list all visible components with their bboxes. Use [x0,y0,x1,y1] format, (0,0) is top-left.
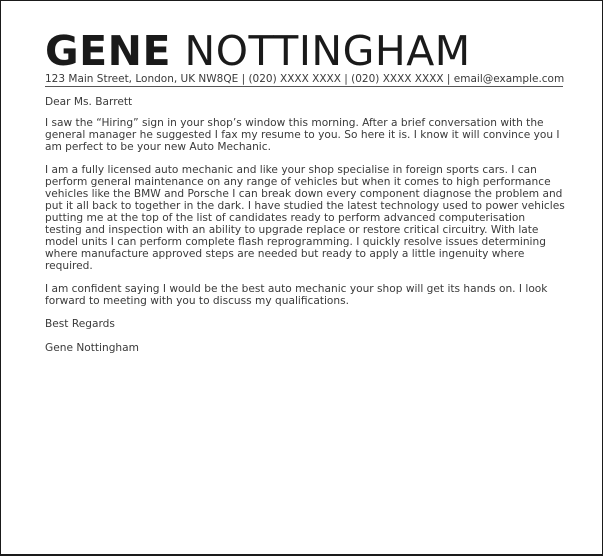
paragraph-3: I am confident saying I would be the best auto mechanic your shop will get its hands on. I look forward to meeting with you to discuss my qualifications. [45,283,548,307]
salutation: Dear Ms. Barrett [45,96,133,108]
contact-line: 123 Main Street, London, UK NW8QE | (020) XXXX XXXX | (020) XXXX XXXX | email@example.com [45,73,565,85]
closing: Best Regards [45,318,115,330]
header-divider [45,86,563,87]
signature: Gene Nottingham [45,342,139,354]
letter-body [45,96,565,354]
paragraph-1: I saw the “Hiring” sign in your shop’s window this morning. After a brief conversation with the general manager he suggested I fax my resume to you. So here it is. I know it will convince you I am perfect to be your new Auto Mechanic. [45,117,560,153]
last-name: NOTTINGHAM [184,27,471,75]
applicant-name [45,28,471,74]
first-name: GENE [45,27,171,75]
paragraph-2: I am a fully licensed auto mechanic and like your shop specialise in foreign sports cars. I can perform general maintenance on any range of vehicles but when it comes to high performance vehicles like the BMW and Porsche I can break down every component diagnose the problem and put it all back to together in the dark. I have studied the latest technology used to power vehicles putting me at the top of the list of candidates ready to perform advanced computerisation testing and inspection with an ability to upgrade replace or restore critical circuitry. With late model units I can perform complete flash reprogramming. I quickly resolve issues determining where manufacture approved steps are needed but ready to apply a little ingenuity where required. [45,164,565,272]
